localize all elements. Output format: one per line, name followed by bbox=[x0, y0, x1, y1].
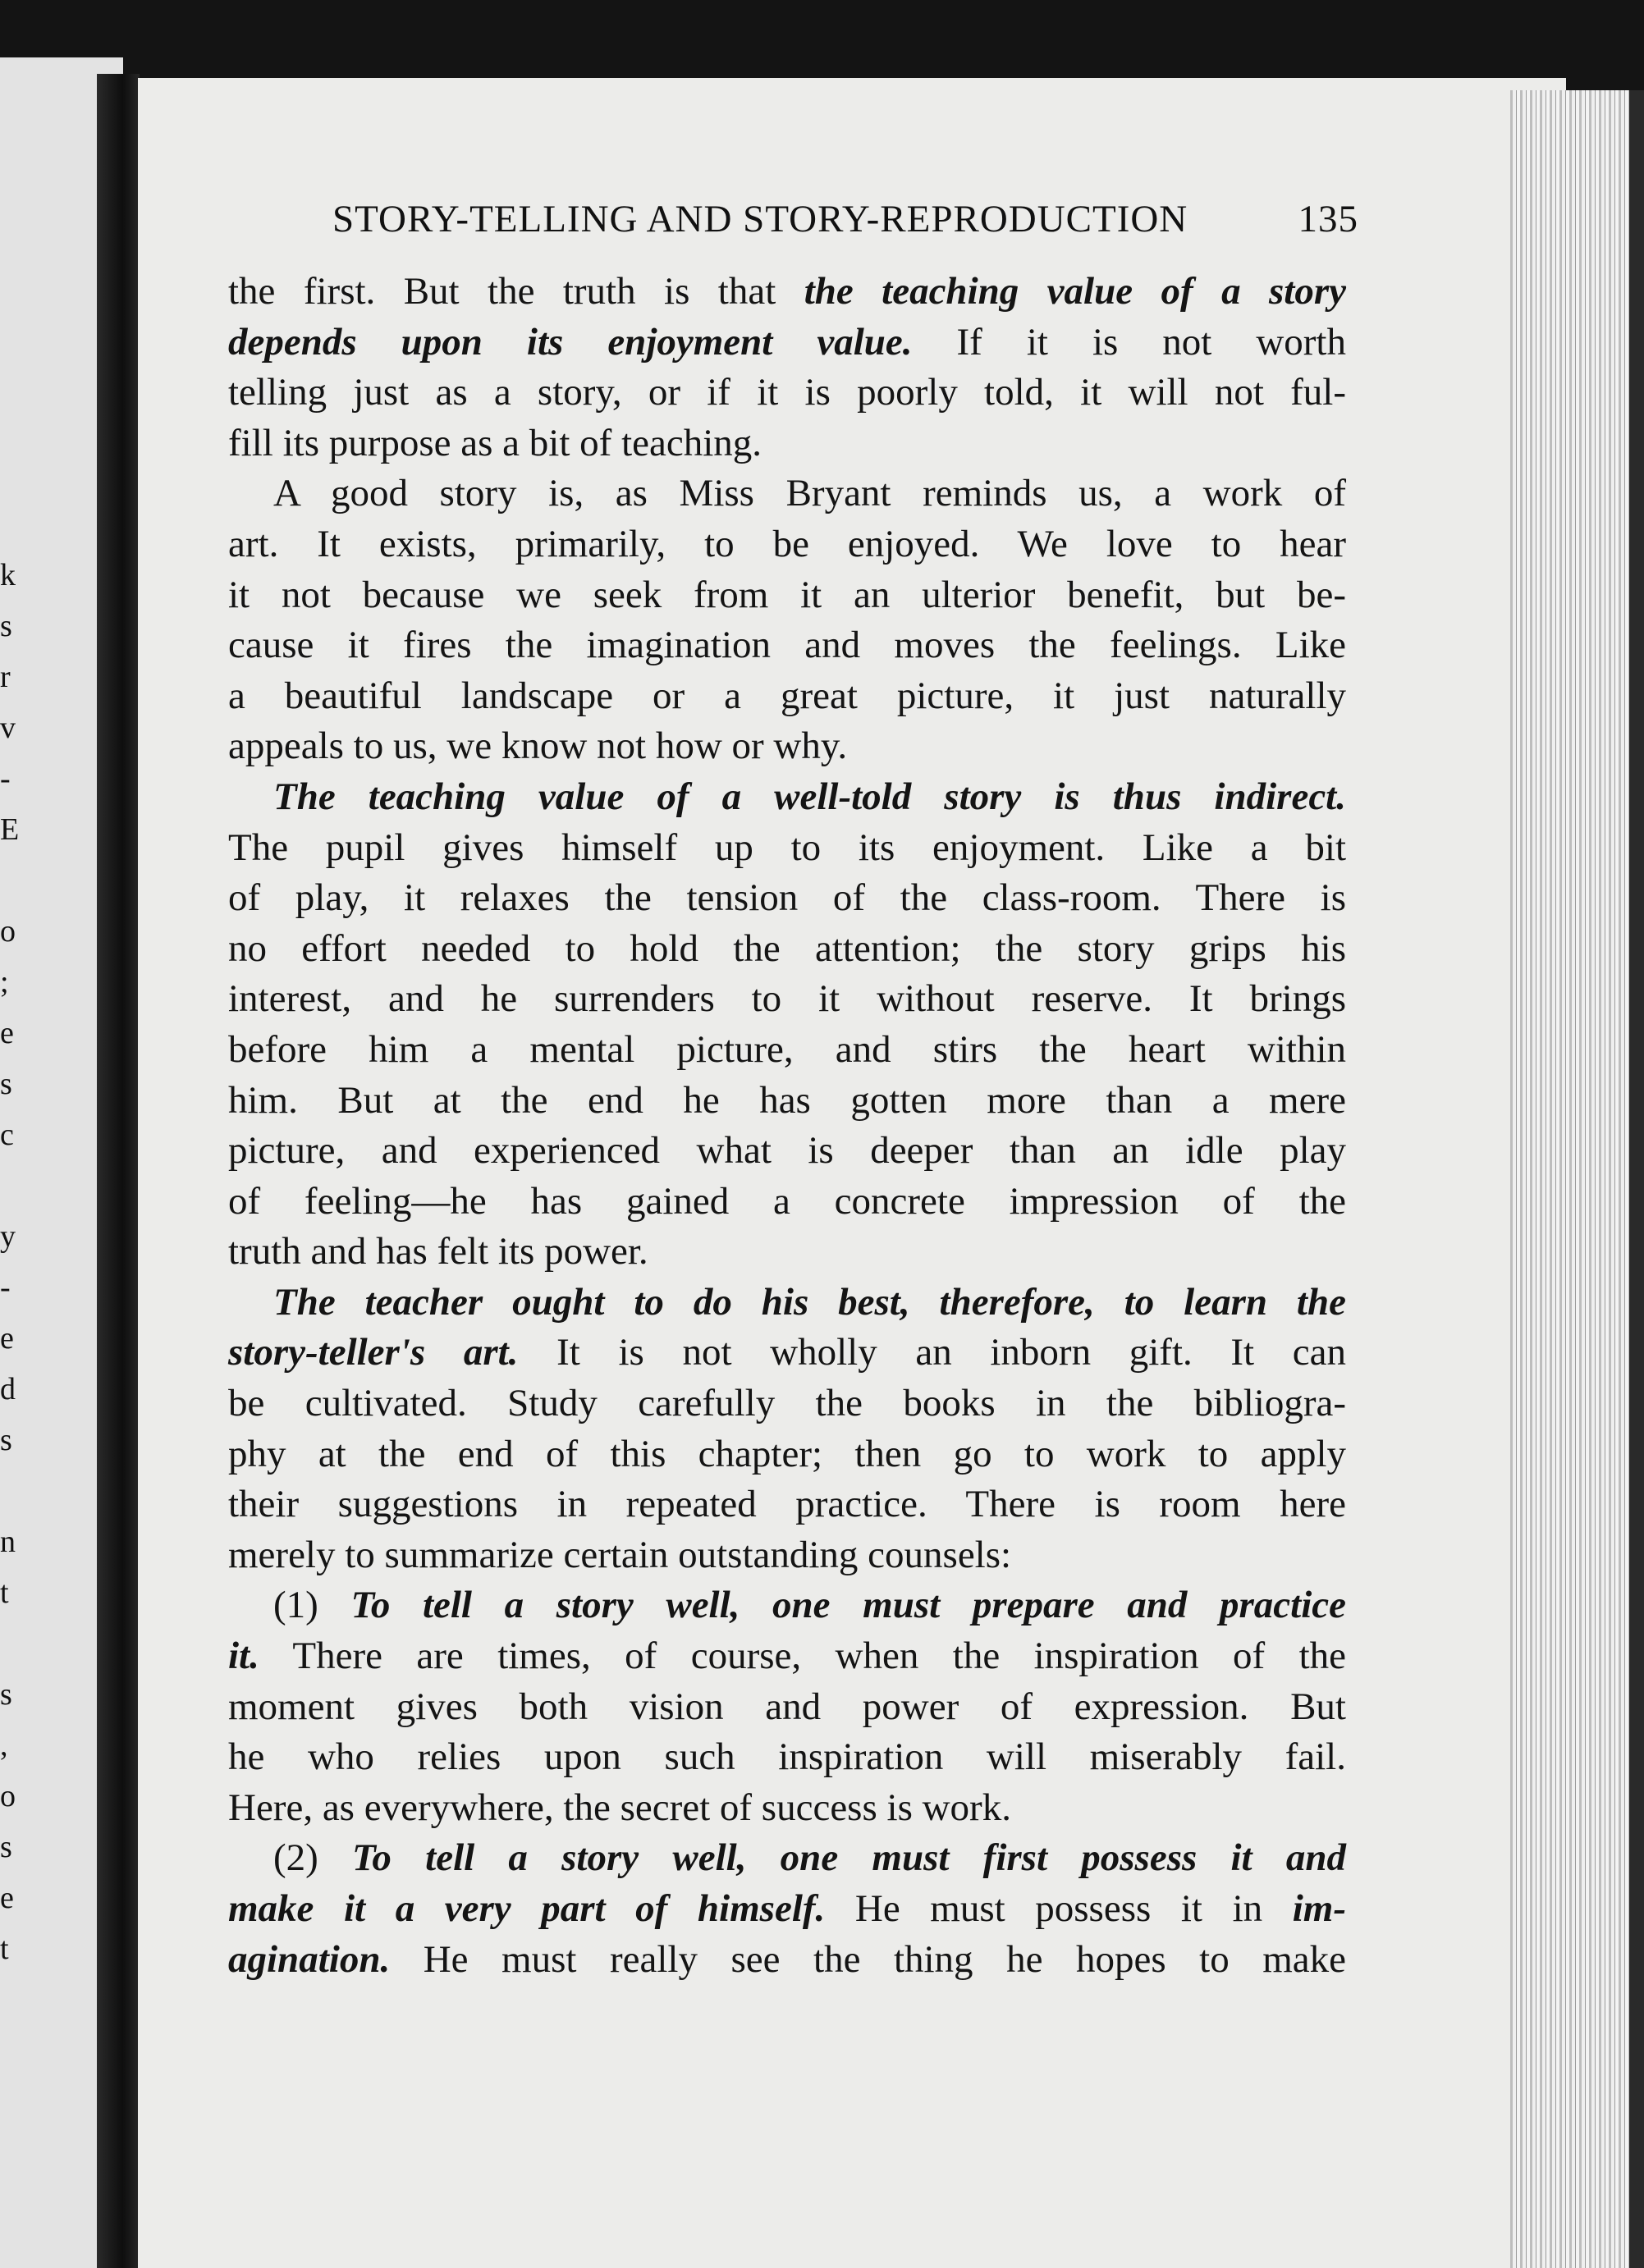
line-roman-text: before him a mental picture, and stirs the heart within bbox=[228, 1027, 1346, 1071]
text-line bbox=[228, 1126, 1346, 1177]
left-page-letter: k bbox=[0, 558, 16, 592]
left-page-letter: , bbox=[0, 1728, 8, 1763]
text-line bbox=[228, 519, 1346, 570]
text-line bbox=[228, 924, 1346, 975]
line-roman-text: A good story is, as Miss Bryant reminds us, a work of bbox=[273, 472, 1346, 515]
line-roman-text: (2) bbox=[273, 1836, 353, 1880]
text-line bbox=[228, 1833, 1346, 1884]
body-text bbox=[228, 267, 1346, 1985]
line-roman-text: their suggestions in repeated practice. There is room here bbox=[228, 1483, 1346, 1526]
text-line bbox=[228, 721, 1346, 772]
left-page-letter: t bbox=[0, 1575, 9, 1610]
text-line bbox=[228, 1227, 1346, 1278]
text-line bbox=[228, 671, 1346, 722]
left-page-letter: e bbox=[0, 1321, 14, 1356]
text-line bbox=[228, 570, 1346, 621]
left-page-cropped-text bbox=[0, 550, 25, 1974]
text-line bbox=[228, 267, 1346, 318]
line-roman-text: merely to summarize certain outstanding counsels: bbox=[228, 1533, 1012, 1576]
left-page-letter: s bbox=[0, 1830, 12, 1864]
text-line bbox=[228, 974, 1346, 1025]
left-page-letter: s bbox=[0, 1423, 12, 1457]
line-italic-text: The teacher ought to do his best, therefore, to learn the bbox=[273, 1280, 1346, 1324]
text-line bbox=[228, 1379, 1346, 1429]
line-roman-text: telling just as a story, or if it is poorly told, it will not ful- bbox=[228, 371, 1346, 414]
line-roman-text: If it is not worth bbox=[912, 320, 1346, 364]
line-roman-text: it not because we seek from it an ulterior benefit, but be- bbox=[228, 573, 1346, 616]
right-edge-shadow bbox=[1629, 90, 1644, 2268]
line-roman-text: moment gives both vision and power of expression. But bbox=[228, 1685, 1346, 1728]
line-roman-text: be cultivated. Study carefully the books in the bibliogra- bbox=[228, 1382, 1346, 1425]
text-line bbox=[228, 873, 1346, 924]
line-roman-text: of play, it relaxes the tension of the class-room. There is bbox=[228, 876, 1346, 920]
line-roman-text: fill its purpose as a bit of teaching. bbox=[228, 421, 762, 464]
text-line bbox=[228, 1328, 1346, 1379]
text-line bbox=[228, 1530, 1346, 1581]
line-roman-text: (1) bbox=[273, 1584, 351, 1627]
running-title: STORY-TELLING AND STORY-REPRODUCTION bbox=[332, 198, 1188, 240]
line-roman-text: a beautiful landscape or a great picture, it just naturally bbox=[228, 674, 1346, 717]
line-italic-text: depends upon its enjoyment value. bbox=[228, 320, 913, 364]
line-roman-text: He must really see the thing he hopes to make bbox=[390, 1937, 1346, 1981]
line-roman-text: truth and has felt its power. bbox=[228, 1230, 648, 1273]
text-line bbox=[228, 1177, 1346, 1228]
line-italic-text: To tell a story well, one must first possess it and bbox=[352, 1836, 1346, 1880]
text-line bbox=[228, 1732, 1346, 1783]
page-number: 135 bbox=[1298, 198, 1358, 240]
left-page-letter bbox=[0, 1160, 25, 1211]
left-page-letter: o bbox=[0, 914, 16, 949]
text-line bbox=[228, 1884, 1346, 1935]
text-line bbox=[228, 318, 1346, 368]
text-line bbox=[228, 1025, 1346, 1076]
left-page-letter bbox=[0, 855, 25, 906]
left-page-letter: e bbox=[0, 1881, 14, 1915]
line-italic-text: the teaching value of a story bbox=[804, 270, 1346, 313]
text-line bbox=[228, 823, 1346, 874]
text-line bbox=[228, 1580, 1346, 1631]
left-page-letter bbox=[0, 1466, 25, 1516]
line-roman-text: The pupil gives himself up to its enjoyment. Like a bit bbox=[228, 825, 1346, 869]
text-line bbox=[228, 469, 1346, 519]
text-line bbox=[228, 368, 1346, 418]
text-line bbox=[228, 1783, 1346, 1834]
left-page-letter: s bbox=[0, 609, 12, 643]
line-italic-text: agination. bbox=[228, 1937, 391, 1981]
line-roman-text: art. It exists, primarily, to be enjoyed. We love to hear bbox=[228, 522, 1346, 565]
line-italic-text: im- bbox=[1292, 1887, 1346, 1930]
left-page-letter: y bbox=[0, 1219, 16, 1254]
line-roman-text: of feeling—he has gained a concrete impression of the bbox=[228, 1179, 1346, 1223]
line-italic-text: it. bbox=[228, 1635, 259, 1678]
scan-top-shadow bbox=[0, 0, 1644, 90]
left-page-letter: n bbox=[0, 1525, 16, 1559]
left-page-letter: e bbox=[0, 1016, 14, 1050]
text-line bbox=[228, 1429, 1346, 1480]
line-roman-text: He must possess it in bbox=[825, 1887, 1293, 1930]
left-page-letter: - bbox=[0, 1270, 11, 1305]
text-line bbox=[228, 1479, 1346, 1530]
text-line bbox=[228, 1076, 1346, 1127]
left-page-letter: c bbox=[0, 1118, 14, 1152]
text-line bbox=[228, 620, 1346, 671]
text-line bbox=[228, 1631, 1346, 1682]
line-italic-text: story-teller's art. bbox=[228, 1331, 519, 1374]
left-page-letter: s bbox=[0, 1677, 12, 1712]
line-roman-text: the first. But the truth is that bbox=[228, 270, 804, 313]
line-roman-text: cause it fires the imagination and moves the feelings. Like bbox=[228, 624, 1346, 667]
text-line bbox=[228, 1278, 1346, 1328]
text-line bbox=[228, 772, 1346, 823]
line-roman-text: Here, as everywhere, the secret of success is work. bbox=[228, 1786, 1011, 1829]
line-roman-text: phy at the end of this chapter; then go to work to apply bbox=[228, 1432, 1346, 1475]
line-roman-text: he who relies upon such inspiration will miserably fail. bbox=[228, 1735, 1346, 1779]
line-italic-text: The teaching value of a well-told story is thus indirect. bbox=[273, 775, 1346, 818]
left-page-letter: ; bbox=[0, 965, 9, 999]
line-roman-text: picture, and experienced what is deeper than an idle play bbox=[228, 1129, 1346, 1173]
left-page-letter: t bbox=[0, 1932, 9, 1966]
line-italic-text: To tell a story well, one must prepare and practice bbox=[350, 1584, 1347, 1627]
line-roman-text: interest, and he surrenders to it without reserve. It brings bbox=[228, 977, 1346, 1021]
line-roman-text: There are times, of course, when the inspiration of the bbox=[259, 1635, 1346, 1678]
text-line bbox=[228, 1682, 1346, 1733]
left-page-letter: d bbox=[0, 1372, 16, 1406]
left-page-letter: - bbox=[0, 761, 11, 796]
line-roman-text: no effort needed to hold the attention; the story grips his bbox=[228, 926, 1346, 970]
text-line bbox=[228, 418, 1346, 469]
line-roman-text: appeals to us, we know not how or why. bbox=[228, 725, 848, 768]
left-page-letter: E bbox=[0, 812, 20, 847]
left-page-letter: o bbox=[0, 1779, 16, 1813]
line-italic-text: make it a very part of himself. bbox=[228, 1887, 826, 1930]
left-page-letter bbox=[0, 1618, 25, 1669]
line-roman-text: It is not wholly an inborn gift. It can bbox=[518, 1331, 1346, 1374]
left-page-letter: r bbox=[0, 660, 11, 694]
running-head bbox=[332, 197, 1358, 241]
left-page-letter: v bbox=[0, 711, 16, 745]
line-roman-text: him. But at the end he has gotten more than a mere bbox=[228, 1078, 1346, 1122]
page-edges bbox=[1510, 90, 1644, 2268]
text-line bbox=[228, 1935, 1346, 1986]
left-page-letter: s bbox=[0, 1067, 12, 1101]
book-gutter bbox=[97, 74, 140, 2268]
